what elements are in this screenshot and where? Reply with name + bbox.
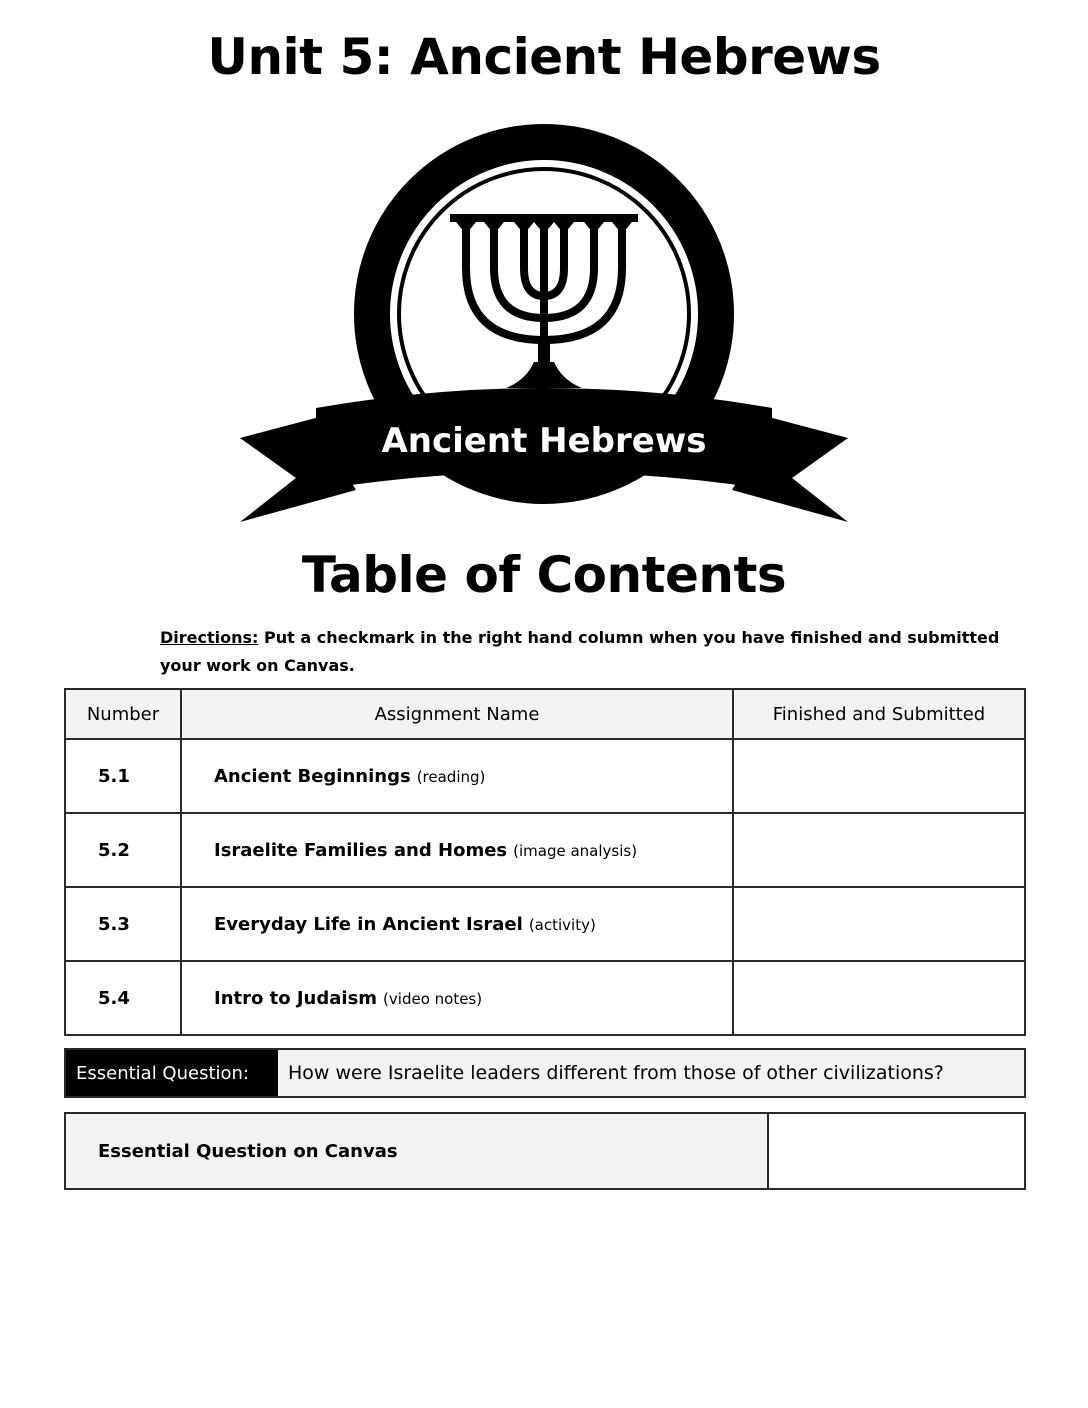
row-assignment xyxy=(181,887,733,961)
row-number: 5.4 xyxy=(65,961,181,1035)
table-row xyxy=(65,813,1025,887)
row-checkbox-cell[interactable] xyxy=(733,887,1025,961)
assignment-name: Intro to Judaism xyxy=(214,987,378,1009)
essential-question-text: How were Israelite leaders different from those of other civilizations? xyxy=(288,1062,944,1084)
assignments-table xyxy=(64,688,1026,1036)
column-header-finished: Finished and Submitted xyxy=(733,689,1025,739)
table-row xyxy=(65,961,1025,1035)
row-checkbox-cell[interactable] xyxy=(733,961,1025,1035)
row-assignment xyxy=(181,961,733,1035)
essential-question-canvas-checkbox-cell[interactable] xyxy=(768,1113,1025,1189)
assignment-type: (video notes) xyxy=(383,989,483,1008)
table-row xyxy=(65,739,1025,813)
directions-label: Directions: xyxy=(160,628,259,647)
table-row xyxy=(65,1113,1025,1189)
essential-question-canvas-label: Essential Question on Canvas xyxy=(65,1113,768,1189)
assignment-name: Everyday Life in Ancient Israel xyxy=(214,913,523,935)
assignment-type: (reading) xyxy=(416,767,486,786)
assignment-name: Israelite Families and Homes xyxy=(214,839,508,861)
column-header-number: Number xyxy=(65,689,181,739)
assignment-type: (activity) xyxy=(528,915,596,934)
menorah-icon xyxy=(236,118,852,534)
assignment-type: (image analysis) xyxy=(513,841,638,860)
row-checkbox-cell[interactable] xyxy=(733,739,1025,813)
row-assignment xyxy=(181,813,733,887)
row-number: 5.3 xyxy=(65,887,181,961)
column-header-assignment-name: Assignment Name xyxy=(181,689,733,739)
emblem-banner-text: Ancient Hebrews xyxy=(381,421,707,461)
essential-question-label: Essential Question: xyxy=(66,1050,278,1096)
directions xyxy=(160,624,1030,680)
toc-title: Table of Contents xyxy=(301,546,787,604)
row-checkbox-cell[interactable] xyxy=(733,813,1025,887)
page-title: Unit 5: Ancient Hebrews xyxy=(207,28,881,86)
row-assignment xyxy=(181,739,733,813)
row-number: 5.1 xyxy=(65,739,181,813)
row-number: 5.2 xyxy=(65,813,181,887)
essential-question-canvas-table xyxy=(64,1112,1026,1190)
table-row xyxy=(65,887,1025,961)
table-header-row xyxy=(65,689,1025,739)
assignment-name: Ancient Beginnings xyxy=(214,765,411,787)
essential-question-box xyxy=(64,1048,1026,1098)
directions-text: Put a checkmark in the right hand column when you have finished and submitted your work on Canvas. xyxy=(160,628,1000,675)
